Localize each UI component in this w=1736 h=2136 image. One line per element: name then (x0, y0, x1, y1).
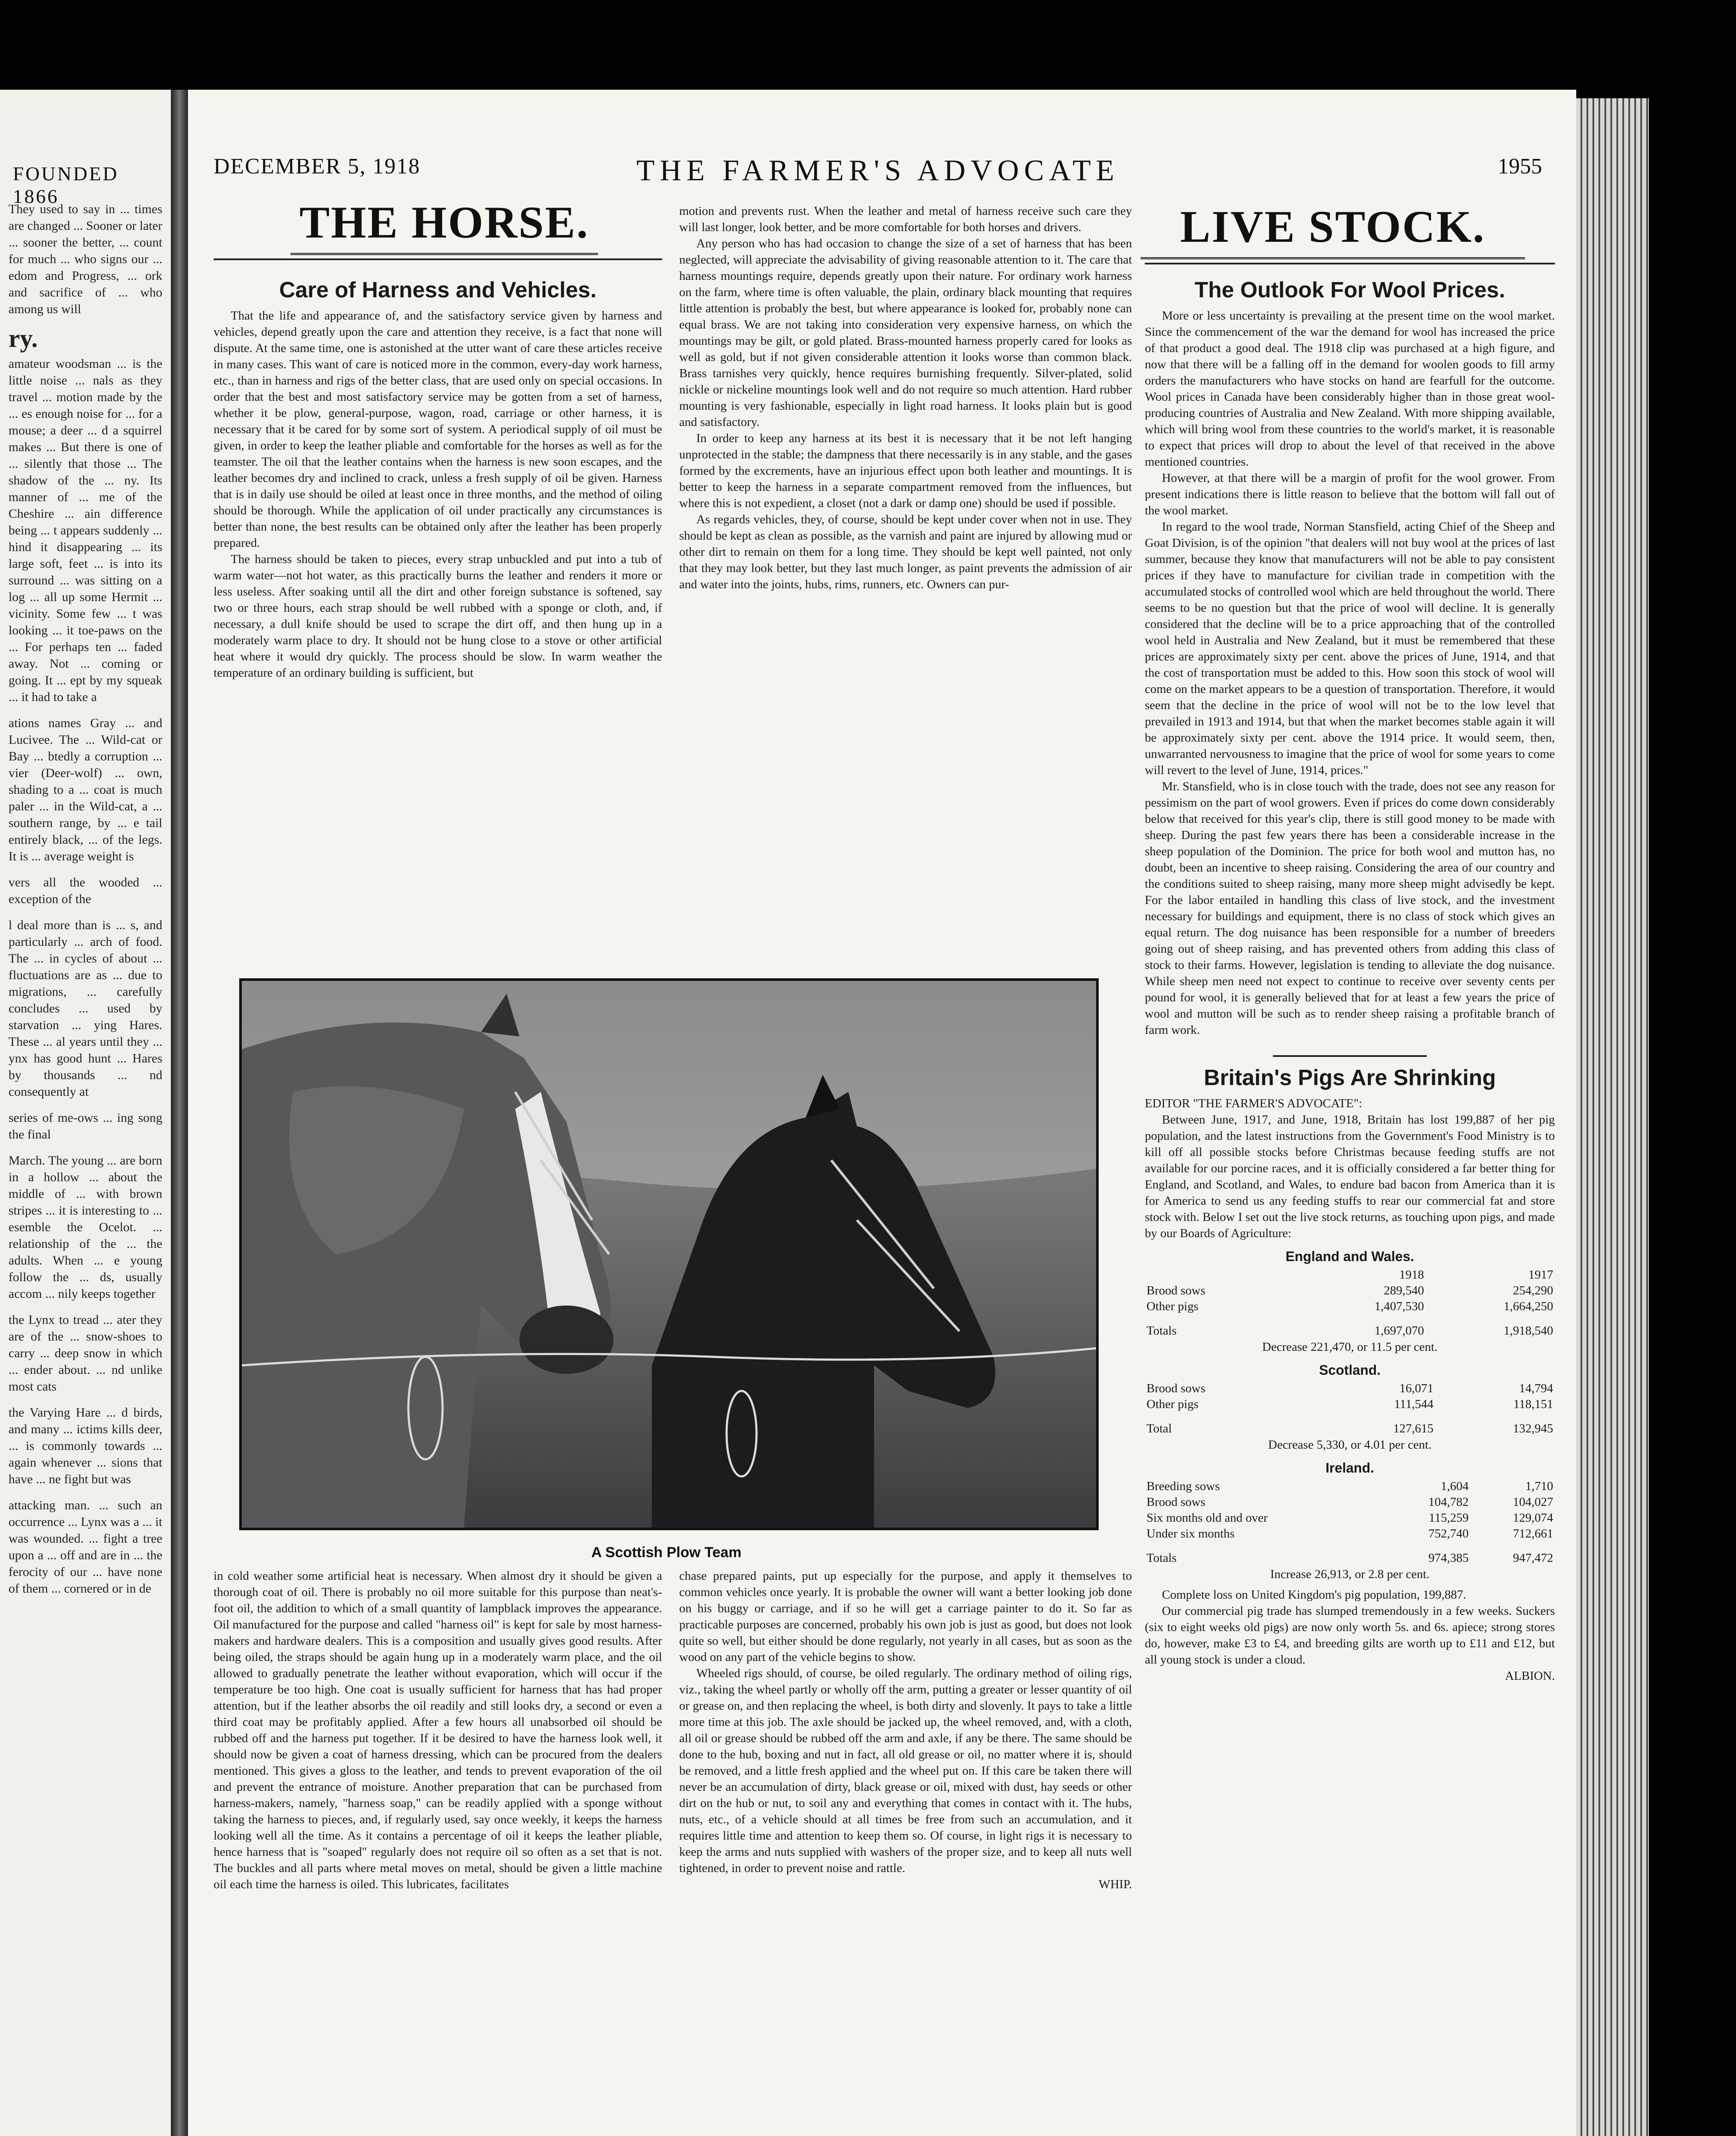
row-label: Under six months (1147, 1527, 1235, 1540)
page-number: 1955 (1498, 154, 1542, 179)
editor-salutation: EDITOR "THE FARMER'S ADVOCATE": (1145, 1097, 1362, 1110)
row-label: Brood sows (1147, 1382, 1205, 1395)
year-header: 1918 (1399, 1268, 1424, 1282)
issue-date: DECEMBER 5, 1918 (214, 154, 421, 179)
row-label: Other pigs (1147, 1300, 1199, 1313)
left-paragraph: amateur woodsman ... is the little noise ... nals as they travel ... motion made by the ... es enough noise for ... for a mouse; a deer ... d a squirrel makes ... But there is one of ... silently that those ... The shadow of the ... ny. Its manner of ... me of the Cheshire ... ain difference being ... t appears suddenly ... hind it disappearing ... its large soft, feet ... is into its surround ... was sitting on a log ... all up some Hermit ... vicinity. Some few ... t was looking ... it toe-paws on the ... For perhaps ten ... faded away. Not ... coming or going. It ... ept by my squeak ... it had to take a (9, 357, 162, 704)
row-label: Six months old and over (1147, 1511, 1268, 1525)
cell-value: 289,540 (1384, 1284, 1424, 1297)
row-label: Other pigs (1147, 1397, 1199, 1411)
stats-heading-scotland: Scotland. (1319, 1362, 1381, 1378)
article-title-pigs: Britain's Pigs Are Shrinking (1204, 1065, 1496, 1090)
horse-column-3 (214, 1568, 662, 1892)
article-divider (1273, 1055, 1427, 1057)
table-row (1145, 1299, 1555, 1314)
paragraph: Our commercial pig trade has slumped tremendously in a few weeks. Suckers (six to eight weeks old pigs) are now only worth 5s. and 6s. apiece; strong stores do, however, make £3 to £4, and breeding gilts are worth up to £11 and £12, but all young stock is under a cloud. (1145, 1604, 1555, 1667)
stats-heading-ireland: Ireland. (1325, 1460, 1374, 1476)
cell-value: 712,661 (1513, 1527, 1553, 1540)
stats-note: Decrease 221,470, or 11.5 per cent. (1262, 1340, 1438, 1354)
left-paragraph: series of me-ows ... ing song the final (9, 1111, 162, 1141)
left-paragraph: They used to say in ... times are changed ... Sooner or later ... sooner the better, ... count for much ... who signs our ... edom and Progress, ... ork and sacrifice of ... who among us will (9, 202, 162, 316)
paragraph: In regard to the wool trade, Norman Stansfield, acting Chief of the Sheep and Goat Division, is of the opinion "that dealers will not buy wool at the prices of last summer, because they know that manufacturers will not be able to pay consistent prices if they have to manufacture for civilian trade in competition with the accumulated stocks of controlled wool which are held throughout the world. There seems to be no question but that the price of wool will decline. It is generally considered that the decline will be to a price approaching that of the controlled wool held in Australia and New Zealand, but it must be remembered that these prices are approximately sixty per cent. above the prices of June, 1914, and that the cost of transportation must be added to this. How soon this stock of wool will come on the market appears to be a question of transportation. Therefore, it would seem that the decline in the price of wool will not be to the low level that prevailed in 1913 and 1914, but that when the market becomes stable again it will be approximately sixty per cent. above the 1914 price. It would seem, then, unwarranted nervousness to imagine that the price of wool for some years to come will revert to the level of June, 1914, prices." (1145, 520, 1555, 777)
paragraph: However, at that there will be a margin of profit for the wool grower. From present indications there is little reason to believe that the bottom will fall out of the wool market. (1145, 471, 1555, 517)
stats-table-ireland (1145, 1479, 1555, 1566)
cell-value: 1,697,070 (1374, 1324, 1424, 1338)
stats-heading-england: England and Wales. (1285, 1249, 1414, 1264)
left-paragraph: March. The young ... are born in a hollow ... about the middle of ... with brown stripes ... it is interesting to ... esemble the Ocelot. ... relationship of the ... the adults. When ... e young follow the ... ds, usually accom ... nily keeps together (9, 1153, 162, 1301)
cell-value: 752,740 (1428, 1527, 1469, 1540)
row-label: Total (1147, 1422, 1172, 1435)
cell-value: 104,782 (1428, 1495, 1469, 1509)
article-title-harness: Care of Harness and Vehicles. (279, 278, 597, 302)
book-gutter (171, 90, 188, 2136)
article-signature: ALBION. (1505, 1669, 1555, 1683)
cell-value: 16,071 (1399, 1382, 1434, 1395)
paragraph: Mr. Stansfield, who is in close touch with the trade, does not see any reason for pessimism on the part of wool growers. Even if prices do come down considerably below that received for this year's clip, there is still good money to be made with sheep. During the past few years there has been a considerable increase in the sheep population of the Dominion. The price for both wool and mutton has, no doubt, been an incentive to sheep raising. Considering the area of our country and the conditions suited to sheep raising, many more sheep might advisedly be kept. For the labor entailed in handling this class of live stock, and the investment necessary for buildings and equipment, there is no class of stock which gives an equal return. The dog nuisance has been responsible for a number of breeders going out of sheep raising, and has prevented others from adding this class of stock to their farms. However, legislation is tending to alleviate the dog nuisance. While sheep men need not expect to continue to receive over seventy cents per pound for wool, it is generally believed that for at least a few years the price of wool and mutton will be such as to render sheep raising a profitable branch of farm work. (1145, 780, 1555, 1037)
paragraph: Any person who has had occasion to change the size of a set of harness that has been neglected, will appreciate the advisability of giving reasonable attention to it. The care that harness mountings require, depends greatly upon their nature. For ordinary work harness on the farm, where time is often valuable, the plain, ordinary black mounting that requires little attention is probably the best, but where appearance is looked for, probably none can equal brass. We are not taking into consideration very expensive harness, on which the mountings may be gilt, or gold plated. Brass-mounted harness properly cared for looks as well as gold, but if not given considerable attention it looks worse than common black. Brass tarnishes very quickly, hence requires burnishing frequently. Silver-plated, solid nickle or nickeline mountings look well and do not require so much attention. Hard rubber mounting is very fashionable, especially in light road harness. It looks plain but is good and satisfactory. (679, 237, 1132, 429)
cell-value: 14,794 (1519, 1382, 1553, 1395)
cell-value: 254,290 (1513, 1284, 1553, 1297)
cell-value: 1,918,540 (1504, 1324, 1553, 1338)
row-label: Brood sows (1147, 1284, 1205, 1297)
paragraph: Between June, 1917, and June, 1918, Britain has lost 199,887 of her pig population, and the latest instructions from the Government's Food Ministry is to kill off all possible stocks before Christmas because feeding stuffs are not available for our porcine races, and it is officially considered a far better thing for England, and Scotland, and Wales, to endure bad bacon from America than it is for America to send us any feeding stuffs to rear our commercial fat and store stock with. Below I set out the live stock returns, as touching upon pigs, and made by our Boards of Agriculture: (1145, 1113, 1555, 1240)
left-paragraph: attacking man. ... such an occurrence ... Lynx was a ... it was wounded. ... fight a tree upon a ... off and are in ... the ferocity of our ... have none of them ... cornered or in de (9, 1498, 162, 1596)
cell-value: 974,385 (1428, 1551, 1469, 1565)
table-row (1145, 1267, 1555, 1283)
table-row (1145, 1479, 1555, 1494)
cell-value: 947,472 (1513, 1551, 1553, 1565)
plow-team-photo (239, 978, 1099, 1530)
stats-table-scotland (1145, 1381, 1555, 1437)
main-page (188, 90, 1576, 2136)
table-row (1145, 1397, 1555, 1412)
paragraph: In order to keep any harness at its best it is necessary that it be not left hanging unprotected in the stable; the dampness that there necessarily is in any stable, and the gases formed by the excrements, have an injurious effect upon both leather and mountings. It is better to keep the harness in a separate compartment removed from the influences, but where this is not expedient, a closet (not a dark or damp one) should be used if possible. (679, 431, 1132, 510)
row-label: Brood sows (1147, 1495, 1205, 1509)
horses-illustration (242, 981, 1096, 1528)
left-subhead: ry. (9, 324, 38, 352)
left-running-head: FOUNDED 1866 (13, 163, 119, 207)
left-paragraph: the Varying Hare ... d birds, and many ... ictims kills deer, ... is commonly towards ... again whenever ... sions that have ... ne fight but was (9, 1405, 162, 1486)
left-page (0, 90, 173, 2136)
horse-column-1 (214, 278, 662, 681)
heading-rule (1145, 263, 1555, 264)
section-heading-horse: THE HORSE. (290, 197, 598, 255)
paragraph: More or less uncertainty is prevailing at the present time on the wool market. Since the commencement of the war the demand for wool has increased the price of that product a good deal. The 1918 clip was purchased at a high figure, and now that there will be a falling off in the demand for woolen goods to fill army orders the manufacturers who have stocks on hand are fearfull for the outcome. Wool prices in Canada have been considerably higher than in those great wool-producing countries of Australia and New Zealand. With more shipping available, which will bring wool from these countries to the world's market, it is reasonable to expect that prices will drop to about the level of that received in the above mentioned countries. (1145, 309, 1555, 469)
paragraph: Complete loss on United Kingdom's pig population, 199,887. (1162, 1588, 1466, 1602)
row-label: Breeding sows (1147, 1479, 1220, 1493)
table-row (1145, 1283, 1555, 1299)
article-title-wool: The Outlook For Wool Prices. (1194, 278, 1505, 302)
left-paragraph: ations names Gray ... and Lucivee. The ... Wild-cat or Bay ... btedly a corruption ... vier (Deer-wolf) ... own, shading to a ... coat is much paler ... in the Wild-cat, a ... southern range, by ... e tail entirely black, ... of the legs. It is ... average weight is (9, 716, 162, 863)
paragraph: As regards vehicles, they, of course, should be kept under cover when not in use. They should be kept as clean as possible, as the varnish and paint are injured by allowing mud or other dirt to remain on them for a long time. They should be kept well painted, not only that they may look better, but they last much longer, as paint prevents the admission of air and water into the joints, hubs, rims, runners, etc. Owners can pur- (679, 513, 1132, 591)
left-page-body (9, 201, 162, 1606)
cell-value: 127,615 (1393, 1422, 1434, 1435)
paragraph: The harness should be taken to pieces, every strap unbuckled and put into a tub of warm water—not hot water, as this practically burns the leather and renders it more or less useless. After soaking until all the dirt and other foreign substance is softened, say two or three hours, each strap should be well rubbed with a sponge or cloth, and, if necessary, a dull knife should be used to scrape the dirt off, and then hung up in a moderately warm place to dry. It should not be hung close to a stove or other artificial heat where it would dry quickly. The process should be slow. In warm weather the temperature of an ordinary building is sufficient, but (214, 552, 662, 680)
cell-value: 1,407,530 (1374, 1300, 1424, 1313)
table-row-total (1145, 1314, 1555, 1339)
left-paragraph: vers all the wooded ... exception of the (9, 875, 162, 906)
table-row-total (1145, 1412, 1555, 1437)
paragraph: motion and prevents rust. When the leather and metal of harness receive such care they will last longer, look better, and be more comfortable for both horses and drivers. (679, 204, 1132, 234)
paragraph: in cold weather some artificial heat is necessary. When almost dry it should be given a thorough coat of oil. There is probably no oil more suitable for this purpose than neat's-foot oil, the addition to which of a small quantity of lampblack improves the appearance. Oil manufactured for the purpose and called "harness oil" is kept for sale by most harness-makers and hardware dealers. This is a composition and usually gives good results. After being oiled, the straps should be again hung up in a moderately warm place, and the oil allowed to gradually penetrate the leather without evaporation, which will occur if the temperature be too high. One coat is usually sufficient for harness that has had proper attention, but if the leather absorbs the oil readily and still looks dry, a second or even a third coat may be profitably applied. After a few hours all unabsorbed oil should be rubbed off and the harness put together. If it be desired to have the harness look well, it should now be given a coat of harness dressing, which can be procured from the dealers mentioned. This gives a gloss to the leather, and tends to prevent evaporation of the oil and prevent the entrance of moisture. Another preparation that can be purchased from harness-makers, namely, "harness soap," can be readily applied with a sponge without taking the harness to pieces, and, if regularly used, say once weekly, it keeps the harness looking well all the time. As it contains a percentage of oil it keeps the leather pliable, hence harness that is "soaped" regularly does not require oil so often as a set that is not. The buckles and all parts where metal moves on metal, should be given a little machine oil each time the harness is oiled. This lubricates, facilitates (214, 1569, 662, 1891)
cell-value: 104,027 (1513, 1495, 1553, 1509)
left-paragraph: l deal more than is ... s, and particularly ... arch of food. The ... in cycles of about ... fluctuations are as ... due to migrations, ... carefully concludes ... used by starvation ... ying Hares. These ... al years until they ... ynx has good hunt ... Hares by thousands ... nd consequently at (9, 918, 162, 1099)
stats-note: Increase 26,913, or 2.8 per cent. (1270, 1567, 1430, 1581)
cell-value: 115,259 (1428, 1511, 1469, 1525)
table-row (1145, 1526, 1555, 1542)
cell-value: 1,604 (1440, 1479, 1469, 1493)
paragraph: That the life and appearance of, and the satisfactory service given by harness and vehicles, depend greatly upon the care and attention they receive, is a fact that none will dispute. At the same time, one is astonished at the utter want of care these articles receive in many cases. This want of care is noticed more in the common, every-day work harness, etc., than in harness and rigs of the better class, that are used only on special occasions. In order that the best and most satisfactory service may be gotten from a set of harness, whether it be plow, general-purpose, wagon, road, carriage or other harness, it is necessary that it be cared for by some sort of system. A periodical supply of oil must be given, in order to keep the leather pliable and comfortable for the horses as well as for the teamster. The oil that the leather contains when the harness is new soon escapes, and the leather becomes dry and inclined to crack, unless a fresh supply of oil be given. Harness that is in daily use should be oiled at least once in three months, and the method of oiling should be thorough. While the application of oil under practically any circumstances is better than none, the best results can be obtained only after the leather has been properly prepared. (214, 309, 662, 550)
left-paragraph: the Lynx to tread ... ater they are of the ... snow-shoes to carry ... deep snow in which ... ender about. ... nd unlike most cats (9, 1313, 162, 1394)
cell-value: 111,544 (1394, 1397, 1434, 1411)
row-label: Totals (1147, 1324, 1177, 1338)
page-edges (1576, 98, 1649, 2136)
photo-caption: A Scottish Plow Team (591, 1544, 742, 1561)
stats-table-england (1145, 1267, 1555, 1339)
page-header (214, 154, 1542, 188)
cell-value: 129,074 (1513, 1511, 1553, 1525)
horse-column-4 (679, 1568, 1132, 1892)
cell-value: 1,710 (1525, 1479, 1553, 1493)
row-label: Totals (1147, 1551, 1177, 1565)
paragraph: Wheeled rigs should, of course, be oiled regularly. The ordinary method of oiling rigs, viz., taking the wheel partly or wholly off the arm, putting a greater or lesser quantity of oil or grease on, and then replacing the wheel, is both dirty and slovenly. It pays to take a little more time at this job. The axle should be jacked up, the wheel removed, and, with a cloth, all oil or grease should be rubbed off the arm and axle, if any be there. The same should be done to the hub, boxing and nut in fact, all old grease or oil, no matter where it is, should be removed, and a little fresh applied and the wheel put on. If this care be taken there will never be an accumulation of dirty, black grease or oil, mixed with dust, hay seeds or other dirt on the hub or nut, to soil any and everything that comes in contact with it. The hubs, nuts, etc., of a vehicle should at all times be free from such an accumulation, and it requires little time and attention to keep them so. Of course, in light rigs it is necessary to keep the arms and nuts supplied with washers of the proper size, and to keep all nuts well tightened, in order to prevent noise and rattle. (679, 1667, 1132, 1875)
paragraph: chase prepared paints, put up especially for the purpose, and apply it themselves to common vehicles once yearly. It is probable the owner will want a better looking job done on his buggy or carriage, and if so he will get a carriage painter to do it. So far as practicable purposes are concerned, probably his own job is just as good, but does not look quite so well, but either should be done regularly, not yearly in all cases, but as soon as the wood on any part of the vehicle begins to show. (679, 1569, 1132, 1664)
table-row-total (1145, 1542, 1555, 1566)
publication-title: THE FARMER'S ADVOCATE (636, 154, 1120, 187)
stats-note: Decrease 5,330, or 4.01 per cent. (1268, 1438, 1432, 1452)
article-signature: WHIP. (1098, 1878, 1132, 1891)
cell-value: 118,151 (1513, 1397, 1553, 1411)
heading-rule (214, 258, 662, 260)
section-heading-livestock: LIVE STOCK. (1141, 201, 1525, 259)
table-row (1145, 1510, 1555, 1526)
table-row (1145, 1494, 1555, 1510)
cell-value: 1,664,250 (1504, 1300, 1553, 1313)
table-row (1145, 1381, 1555, 1397)
livestock-column (1145, 278, 1555, 1684)
year-header: 1917 (1528, 1268, 1553, 1282)
horse-column-2 (679, 203, 1132, 593)
cell-value: 132,945 (1513, 1422, 1553, 1435)
